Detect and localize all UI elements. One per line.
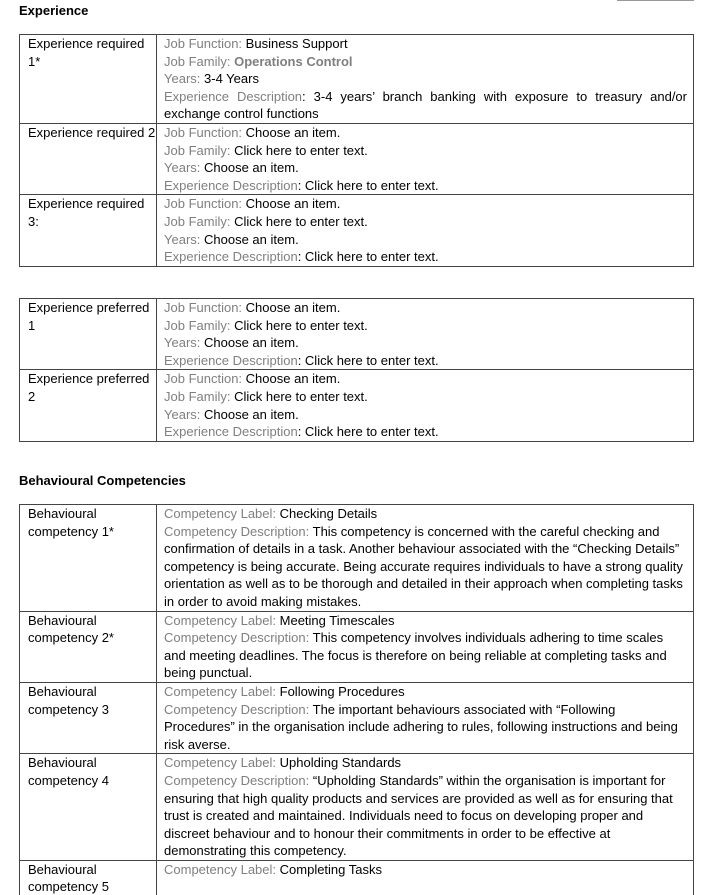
experience-preferred-2-label: Experience preferred 2 (20, 370, 157, 441)
job-family-value[interactable]: Click here to enter text. (234, 317, 368, 333)
table-row (20, 195, 694, 266)
job-family-value[interactable]: Operations Control (234, 53, 353, 69)
job-function-value[interactable]: Choose an item. (245, 371, 341, 387)
field-label: Job Function: (164, 124, 243, 140)
field-label: Experience Description (164, 424, 298, 440)
competency-description-value[interactable]: “Upholding Standards” within the organisation is important for ensuring that high quality products and services are provided as well as for ensuring that trust is created and maintained. Individuals need to focus on developing proper and discreet behaviour and to honour their commitments in order to be effective at demonstrating this competency. (164, 772, 673, 859)
behavioural-table (19, 504, 694, 895)
field-label: Experience Description (164, 352, 298, 368)
field-label: Job Family: (164, 142, 231, 158)
field-label: Years: (164, 335, 201, 351)
field-label: Competency Label: (164, 755, 277, 771)
table-row (20, 370, 694, 441)
field-label: Job Family: (164, 317, 231, 333)
competency-label-value[interactable]: Completing Tasks (279, 861, 383, 877)
job-family-value[interactable]: Click here to enter text. (234, 142, 368, 158)
field-label: Job Family: (164, 53, 231, 69)
competency-description-value[interactable]: This competency involves individuals adhering to time scales and meeting deadlines. The focus is therefore on being reliable at completing tasks and being punctual. (164, 630, 667, 681)
experience-description-value[interactable]: : Click here to enter text. (297, 177, 439, 193)
field-label: Experience Description (164, 88, 303, 104)
behavioural-competency-2-label: Behavioural competency 2* (20, 611, 157, 682)
behavioural-competency-3-details (157, 682, 694, 753)
competency-description-value[interactable]: This competency is concerned with the careful checking and confirmation of details in a task. Another behaviour associated with the “Checking Details” competency is being accurate. Being accurate requires individuals to have a strong quality orientation as well as to be thorough and detailed in their approach when completing tasks in order to avoid making mistakes. (164, 523, 683, 609)
experience-preferred-2-details (157, 370, 694, 441)
experience-description-value[interactable]: : Click here to enter text. (297, 352, 439, 368)
job-family-value[interactable]: Click here to enter text. (234, 388, 368, 404)
field-label: Job Family: (164, 388, 231, 404)
field-label: Experience Description (164, 177, 298, 193)
years-value[interactable]: Choose an item. (204, 160, 299, 176)
field-label: Job Family: (164, 213, 231, 229)
job-function-value[interactable]: Business Support (245, 36, 348, 51)
job-function-value[interactable]: Choose an item. (245, 300, 341, 315)
behavioural-competency-3-label: Behavioural competency 3 (20, 682, 157, 753)
field-label: Job Function: (164, 36, 243, 51)
competency-description-value[interactable]: The important behaviours associated with “Following Procedures” in the organisation include adhering to rules, following instructions and being risk averse. (164, 701, 678, 752)
competency-label-value[interactable]: Meeting Timescales (279, 612, 395, 628)
experience-description-value[interactable]: : Click here to enter text. (297, 424, 439, 440)
years-value[interactable]: Choose an item. (204, 335, 299, 351)
behavioural-competency-2-details (157, 611, 694, 682)
field-label: Experience Description (164, 249, 298, 265)
experience-required-3-label: Experience required 3: (20, 195, 157, 266)
top-right-rule (617, 0, 694, 1)
field-label: Job Function: (164, 300, 243, 315)
table-row (20, 35, 694, 124)
behavioural-competency-4-label: Behavioural competency 4 (20, 754, 157, 861)
experience-required-2-label: Experience required 2 (20, 123, 157, 194)
field-label: Competency Label: (164, 506, 277, 521)
experience-preferred-table (19, 298, 694, 442)
behavioural-competency-1-label: Behavioural competency 1* (20, 505, 157, 612)
experience-required-3-details (157, 195, 694, 266)
competency-label-value[interactable]: Upholding Standards (279, 755, 402, 771)
experience-preferred-1-details (157, 299, 694, 370)
table-row (20, 682, 694, 753)
job-function-value[interactable]: Choose an item. (245, 124, 341, 140)
years-value[interactable]: 3-4 Years (204, 71, 259, 87)
field-label: Job Function: (164, 371, 243, 387)
competency-label-value[interactable]: Checking Details (279, 506, 378, 521)
field-label: Job Function: (164, 196, 243, 212)
field-label: Competency Description: (164, 772, 310, 788)
years-value[interactable]: Choose an item. (204, 231, 299, 247)
experience-description-value[interactable]: : Click here to enter text. (297, 249, 439, 265)
experience-required-1-label: Experience required 1* (20, 35, 157, 124)
field-label: Years: (164, 231, 201, 247)
table-row (20, 299, 694, 370)
behavioural-competency-5-label: Behavioural competency 5 (20, 860, 157, 895)
behavioural-competency-5-details (157, 860, 694, 895)
experience-required-1-details (157, 35, 694, 124)
behavioural-competency-1-details (157, 505, 694, 612)
table-row (20, 505, 694, 612)
field-label: Years: (164, 160, 201, 176)
years-value[interactable]: Choose an item. (204, 406, 299, 422)
experience-preferred-1-label: Experience preferred 1 (20, 299, 157, 370)
experience-heading: Experience (19, 3, 89, 18)
table-row (20, 611, 694, 682)
field-label: Competency Label: (164, 683, 277, 699)
job-family-value[interactable]: Click here to enter text. (234, 213, 368, 229)
behavioural-competency-4-details (157, 754, 694, 861)
competency-label-value[interactable]: Following Procedures (279, 683, 405, 699)
field-label: Competency Description: (164, 523, 310, 539)
field-label: Competency Label: (164, 861, 277, 877)
field-label: Competency Description: (164, 630, 310, 646)
behavioural-heading: Behavioural Competencies (19, 473, 186, 488)
table-row (20, 754, 694, 861)
field-label: Competency Description: (164, 701, 310, 717)
experience-required-table (19, 34, 694, 267)
field-label: Years: (164, 406, 201, 422)
table-row (20, 123, 694, 194)
field-label: Years: (164, 71, 201, 87)
field-label: Competency Label: (164, 612, 277, 628)
job-function-value[interactable]: Choose an item. (245, 196, 341, 212)
experience-description-value[interactable]: : 3-4 years’ branch banking with exposure to treasury and/or exchange control functions (164, 88, 687, 122)
table-row (20, 860, 694, 895)
experience-required-2-details (157, 123, 694, 194)
